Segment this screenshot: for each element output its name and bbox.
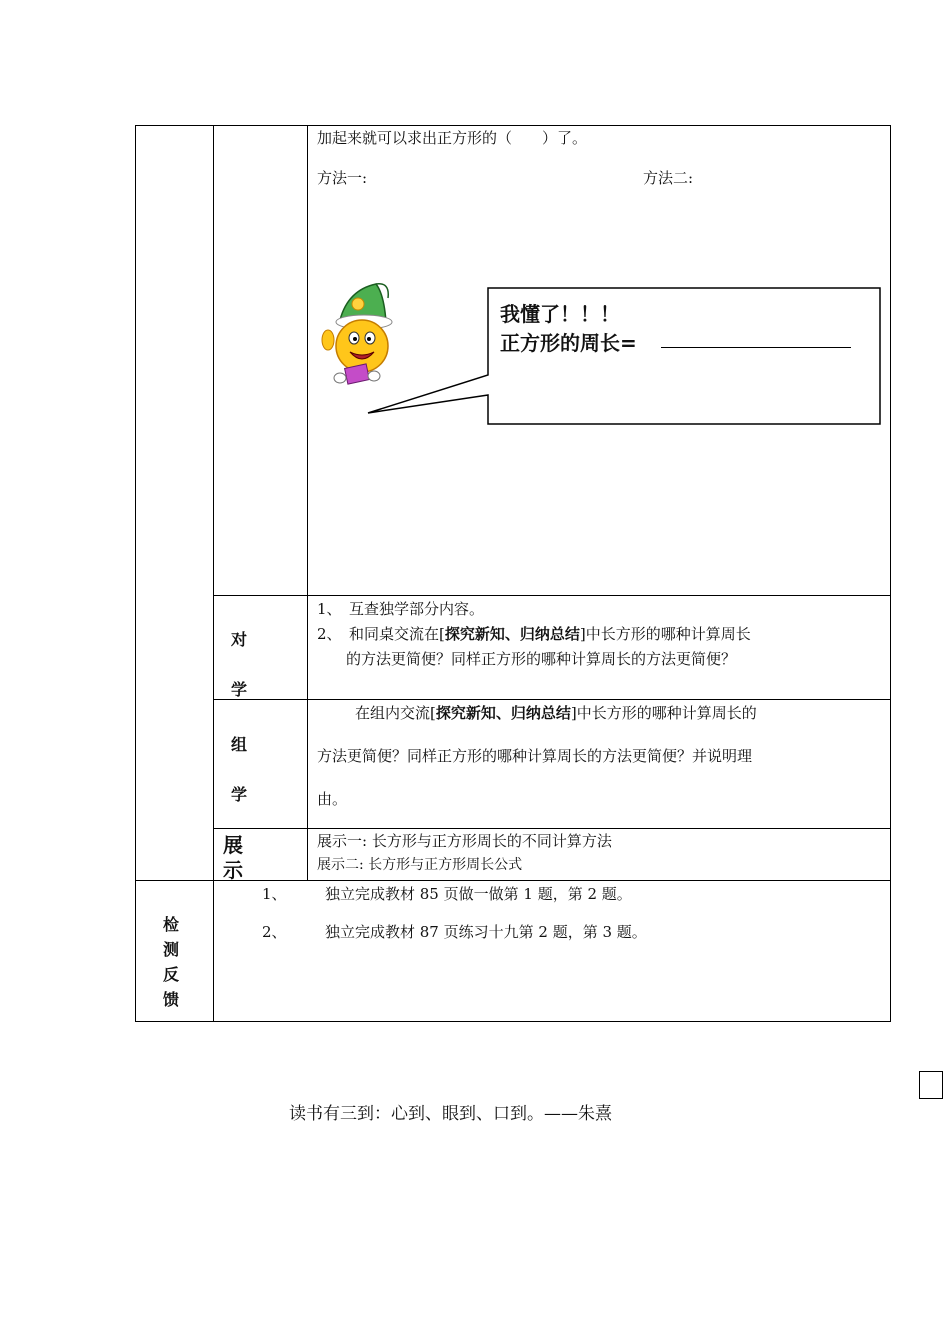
method-two-label: 方法二: — [643, 169, 694, 187]
jian-ce-label-1: 检 — [163, 915, 180, 934]
answer-blank-line — [661, 347, 851, 348]
dui-xue-item2: 2、 和同桌交流在[探究新知、归纳总结]中长方形的哪种计算周长 — [317, 625, 751, 643]
bubble-line2: 正方形的周长= — [500, 331, 637, 355]
dui-xue-label-bottom: 学 — [231, 680, 248, 699]
top-cell-line1: 加起来就可以求出正方形的（ ）了。 — [317, 129, 588, 147]
jian-ce-label-4: 馈 — [163, 990, 180, 1009]
zu-xue-label-top: 组 — [231, 735, 248, 754]
zhan-shi-item1: 展示一: 长方形与正方形周长的不同计算方法 — [317, 832, 612, 850]
jian-ce-item1-num: 1、 — [262, 885, 287, 903]
jian-ce-label-3: 反 — [163, 965, 180, 984]
zhan-shi-label-top: 展 — [223, 833, 243, 857]
zu-xue-line3: 由。 — [317, 790, 348, 808]
jian-ce-item1: 独立完成教材 85 页做一做第 1 题，第 2 题。 — [325, 885, 632, 903]
dui-xue-item2-line2: 的方法更简便？同样正方形的哪种计算周长的方法更简便？ — [346, 650, 737, 668]
dui-xue-label-top: 对 — [231, 630, 248, 649]
jian-ce-item2: 独立完成教材 87 页练习十九第 2 题，第 3 题。 — [325, 923, 647, 941]
corner-box — [919, 1071, 943, 1099]
method-one-label: 方法一: — [317, 169, 368, 187]
zhan-shi-item2: 展示二: 长方形与正方形周长公式 — [317, 857, 523, 873]
footer-quote: 读书有三到：心到、眼到、口到。——朱熹 — [289, 1104, 612, 1124]
dui-xue-item1: 1、 互查独学部分内容。 — [317, 600, 485, 618]
jian-ce-label-2: 测 — [163, 940, 180, 959]
zu-xue-line1: 在组内交流[探究新知、归纳总结]中长方形的哪种计算周长的 — [355, 704, 757, 722]
zu-xue-line2: 方法更简便？同样正方形的哪种计算周长的方法更简便？并说明理 — [317, 747, 753, 765]
zhan-shi-label-bottom: 示 — [223, 858, 243, 882]
bubble-line1: 我懂了！！！ — [500, 302, 620, 326]
jian-ce-item2-num: 2、 — [262, 923, 287, 941]
zu-xue-label-bottom: 学 — [231, 785, 248, 804]
